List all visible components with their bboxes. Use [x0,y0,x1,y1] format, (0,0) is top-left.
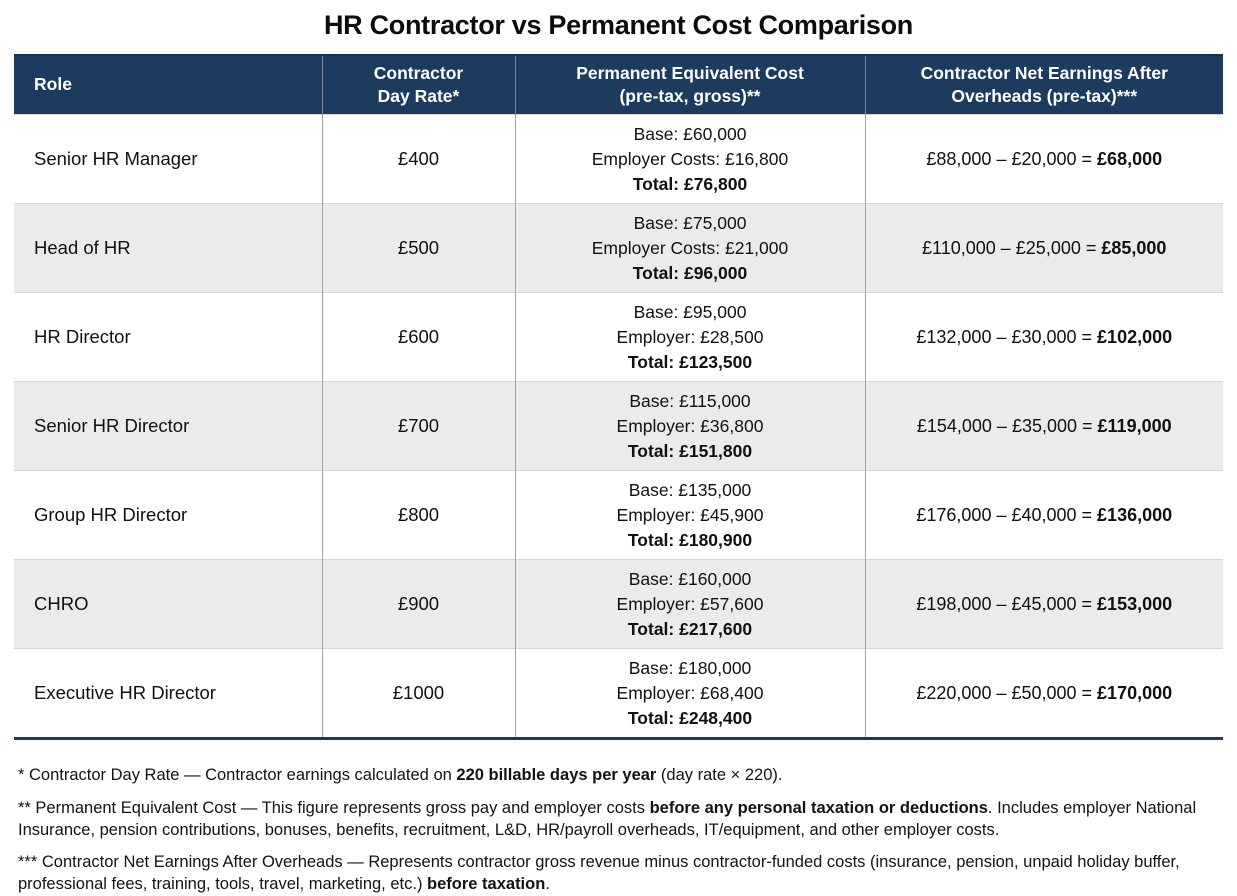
header-row [14,55,1223,115]
net-earnings-cell [865,382,1223,471]
base-salary-line: Base: £95,000 [633,301,747,322]
permanent-cost-cell [515,293,865,382]
day-rate-cell: £500 [322,204,515,293]
footnote-text: ** Permanent Equivalent Cost — This figure represents gross pay and employer costs [18,798,650,817]
day-rate-cell: £700 [322,382,515,471]
base-salary-line: Base: £75,000 [633,212,747,233]
table-row [14,560,1223,649]
header-permanent-cost: Permanent Equivalent Cost (pre-tax, gross)** [515,55,865,115]
day-rate-cell: £600 [322,293,515,382]
permanent-cost-cell [515,204,865,293]
employer-costs-line: Employer: £68,400 [616,682,764,703]
employer-costs-line: Employer: £28,500 [616,326,764,347]
total-cost-line: Total: £217,600 [627,618,753,639]
net-earnings-cell [865,115,1223,204]
table-header [14,55,1223,115]
table-row [14,382,1223,471]
footnote-text: . [545,875,550,894]
table-body [14,115,1223,739]
net-earnings-result: £136,000 [1097,504,1173,525]
role-cell: HR Director [34,326,131,347]
header-role: Role [14,55,322,115]
base-salary-line: Base: £60,000 [633,123,747,144]
footnotes-section [18,765,1217,896]
cost-comparison-table [14,54,1223,740]
total-cost-line: Total: £151,800 [627,440,753,461]
footnote [18,852,1217,896]
base-salary-line: Base: £115,000 [629,390,751,411]
header-day-rate: Contractor Day Rate* [322,55,515,115]
table-row [14,649,1223,739]
net-earnings-calculation: £132,000 – £30,000 = [916,326,1098,347]
table-row [14,115,1223,204]
net-earnings-calculation: £154,000 – £35,000 = [916,415,1098,436]
role-cell: Senior HR Manager [34,148,198,169]
day-rate-cell: £1000 [322,649,515,739]
net-earnings-cell [865,293,1223,382]
employer-costs-line: Employer: £57,600 [616,593,764,614]
permanent-cost-cell [515,471,865,560]
net-earnings-result: £119,000 [1097,415,1172,436]
role-cell: Group HR Director [34,504,188,525]
employer-costs-line: Employer Costs: £21,000 [591,237,789,258]
footnote-text: (day rate × 220). [656,766,783,784]
table-row [14,204,1223,293]
day-rate-cell: £400 [322,115,515,204]
footnote [18,798,1217,842]
permanent-cost-cell [515,115,865,204]
net-earnings-calculation: £198,000 – £45,000 = [916,593,1098,614]
net-earnings-result: £85,000 [1101,237,1167,258]
total-cost-line: Total: £248,400 [627,707,753,728]
net-earnings-result: £68,000 [1097,148,1163,169]
employer-costs-line: Employer: £45,900 [616,504,764,525]
base-salary-line: Base: £180,000 [628,657,752,678]
total-cost-line: Total: £76,800 [632,173,748,194]
footnote-bold-text: before taxation [427,875,546,894]
net-earnings-calculation: £220,000 – £50,000 = [916,682,1098,703]
permanent-cost-cell [515,649,865,739]
net-earnings-cell [865,649,1223,739]
role-cell: CHRO [34,593,89,614]
net-earnings-result: £153,000 [1097,593,1173,614]
footnote [18,765,1217,787]
role-cell: Executive HR Director [34,682,216,703]
header-net-earnings: Contractor Net Earnings After Overheads (pre-tax)*** [865,55,1223,115]
day-rate-cell: £800 [322,471,515,560]
table-row [14,293,1223,382]
net-earnings-calculation: £176,000 – £40,000 = [916,504,1098,525]
employer-costs-line: Employer: £36,800 [616,415,764,436]
page-title: HR Contractor vs Permanent Cost Comparison [323,10,913,40]
table-row [14,471,1223,560]
base-salary-line: Base: £135,000 [628,479,752,500]
employer-costs-line: Employer Costs: £16,800 [591,148,789,169]
permanent-cost-cell [515,560,865,649]
net-earnings-result: £102,000 [1097,326,1173,347]
net-earnings-calculation: £110,000 – £25,000 = [922,237,1102,258]
base-salary-line: Base: £160,000 [628,568,752,589]
footnote-text: *** Contractor Net Earnings After Overheads — Represents contractor gross revenue minus contractor-funded costs (insurance, pension, unpaid holiday buffer, professional fees, training, tools, travel, marketing, etc.) [18,853,1180,894]
footnote-bold-text: before any personal taxation or deductions [649,798,988,817]
total-cost-line: Total: £123,500 [627,351,753,372]
net-earnings-cell [865,471,1223,560]
footnote-text: . Includes employer National Insurance, pension contributions, bonuses, benefits, recruitment, L&D, HR/payroll overheads, IT/equipment, and other employer costs. [18,798,1197,839]
net-earnings-result: £170,000 [1097,682,1173,703]
net-earnings-cell [865,560,1223,649]
permanent-cost-cell [515,382,865,471]
role-cell: Head of HR [34,237,131,258]
total-cost-line: Total: £96,000 [632,262,748,283]
total-cost-line: Total: £180,900 [627,529,753,550]
net-earnings-calculation: £88,000 – £20,000 = [926,148,1098,169]
footnote-text: * Contractor Day Rate — Contractor earnings calculated on [18,766,457,784]
footnote-bold-text: 220 billable days per year [456,766,657,784]
net-earnings-cell [865,204,1223,293]
day-rate-cell: £900 [322,560,515,649]
role-cell: Senior HR Director [34,415,190,436]
